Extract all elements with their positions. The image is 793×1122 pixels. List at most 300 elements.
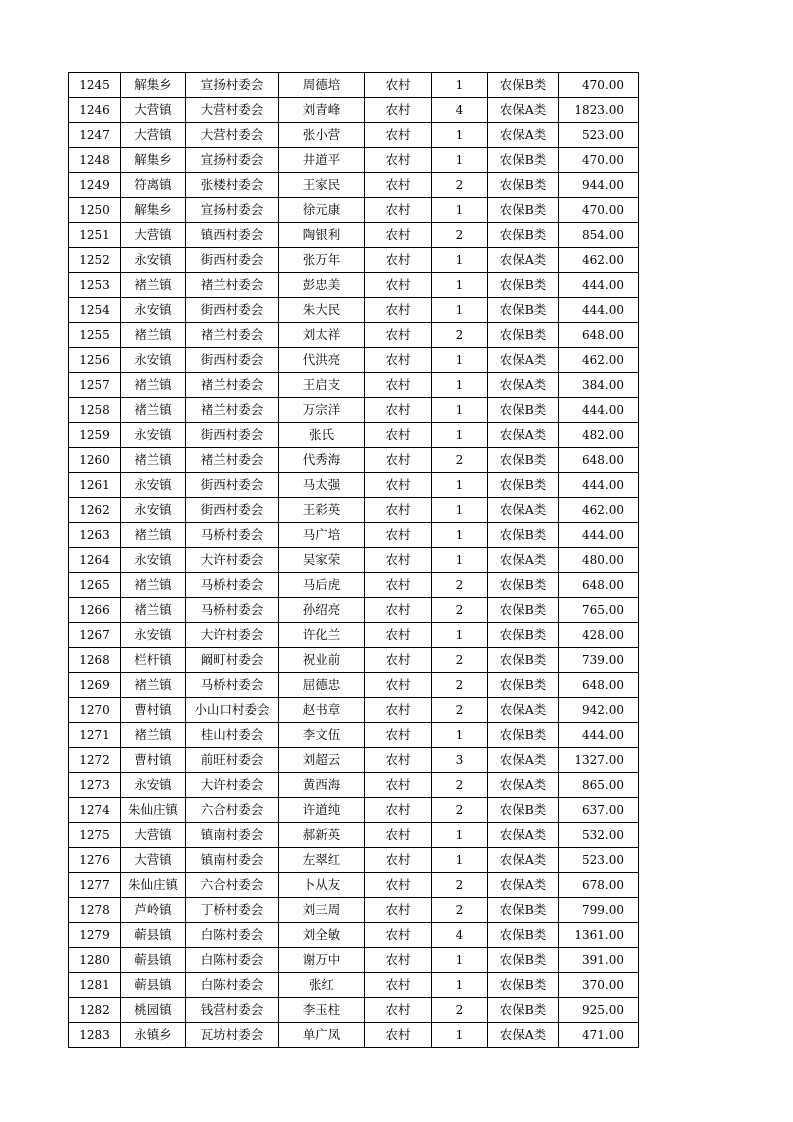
serial-number-cell: 1254 bbox=[69, 298, 121, 323]
household-size-cell: 1 bbox=[432, 423, 488, 448]
household-size-cell: 1 bbox=[432, 73, 488, 98]
table-row bbox=[69, 373, 639, 398]
village-committee-cell: 前旺村委会 bbox=[186, 748, 279, 773]
village-committee-cell: 街西村委会 bbox=[186, 298, 279, 323]
insurance-category-cell: 农保A类 bbox=[488, 423, 559, 448]
serial-number-cell: 1247 bbox=[69, 123, 121, 148]
household-size-cell: 2 bbox=[432, 673, 488, 698]
town-cell: 永安镇 bbox=[121, 773, 186, 798]
insurance-category-cell: 农保B类 bbox=[488, 273, 559, 298]
insurance-category-cell: 农保A类 bbox=[488, 373, 559, 398]
table-row bbox=[69, 598, 639, 623]
village-committee-cell: 街西村委会 bbox=[186, 423, 279, 448]
serial-number-cell: 1269 bbox=[69, 673, 121, 698]
table-row bbox=[69, 898, 639, 923]
amount-cell: 925.00 bbox=[559, 998, 639, 1023]
household-type-cell: 农村 bbox=[365, 998, 432, 1023]
household-type-cell: 农村 bbox=[365, 648, 432, 673]
household-type-cell: 农村 bbox=[365, 73, 432, 98]
amount-cell: 480.00 bbox=[559, 548, 639, 573]
name-cell: 李玉柱 bbox=[279, 998, 365, 1023]
serial-number-cell: 1274 bbox=[69, 798, 121, 823]
village-committee-cell: 宣扬村委会 bbox=[186, 198, 279, 223]
insurance-category-cell: 农保B类 bbox=[488, 148, 559, 173]
table-row bbox=[69, 198, 639, 223]
town-cell: 褚兰镇 bbox=[121, 573, 186, 598]
amount-cell: 370.00 bbox=[559, 973, 639, 998]
town-cell: 褚兰镇 bbox=[121, 323, 186, 348]
table-row bbox=[69, 173, 639, 198]
table-row bbox=[69, 98, 639, 123]
name-cell: 许化兰 bbox=[279, 623, 365, 648]
insurance-category-cell: 农保B类 bbox=[488, 973, 559, 998]
table-row bbox=[69, 423, 639, 448]
insurance-category-cell: 农保B类 bbox=[488, 623, 559, 648]
name-cell: 祝业前 bbox=[279, 648, 365, 673]
insurance-category-cell: 农保B类 bbox=[488, 198, 559, 223]
village-committee-cell: 大许村委会 bbox=[186, 773, 279, 798]
town-cell: 桃园镇 bbox=[121, 998, 186, 1023]
name-cell: 刘全敏 bbox=[279, 923, 365, 948]
town-cell: 曹村镇 bbox=[121, 698, 186, 723]
household-type-cell: 农村 bbox=[365, 373, 432, 398]
table-row bbox=[69, 698, 639, 723]
serial-number-cell: 1282 bbox=[69, 998, 121, 1023]
name-cell: 谢万中 bbox=[279, 948, 365, 973]
household-type-cell: 农村 bbox=[365, 148, 432, 173]
household-type-cell: 农村 bbox=[365, 323, 432, 348]
name-cell: 井道平 bbox=[279, 148, 365, 173]
household-type-cell: 农村 bbox=[365, 223, 432, 248]
name-cell: 张万年 bbox=[279, 248, 365, 273]
name-cell: 李文伍 bbox=[279, 723, 365, 748]
amount-cell: 1823.00 bbox=[559, 98, 639, 123]
household-size-cell: 1 bbox=[432, 248, 488, 273]
household-size-cell: 2 bbox=[432, 648, 488, 673]
name-cell: 刘太祥 bbox=[279, 323, 365, 348]
household-type-cell: 农村 bbox=[365, 798, 432, 823]
town-cell: 蕲县镇 bbox=[121, 948, 186, 973]
insurance-category-cell: 农保A类 bbox=[488, 548, 559, 573]
household-type-cell: 农村 bbox=[365, 98, 432, 123]
amount-cell: 470.00 bbox=[559, 148, 639, 173]
village-committee-cell: 马桥村委会 bbox=[186, 598, 279, 623]
village-committee-cell: 大营村委会 bbox=[186, 98, 279, 123]
name-cell: 陶银利 bbox=[279, 223, 365, 248]
village-committee-cell: 大许村委会 bbox=[186, 623, 279, 648]
table-row bbox=[69, 923, 639, 948]
serial-number-cell: 1283 bbox=[69, 1023, 121, 1048]
amount-cell: 799.00 bbox=[559, 898, 639, 923]
insurance-category-cell: 农保B类 bbox=[488, 73, 559, 98]
household-type-cell: 农村 bbox=[365, 748, 432, 773]
table-row bbox=[69, 123, 639, 148]
table-row bbox=[69, 73, 639, 98]
household-type-cell: 农村 bbox=[365, 698, 432, 723]
village-committee-cell: 街西村委会 bbox=[186, 248, 279, 273]
town-cell: 大营镇 bbox=[121, 123, 186, 148]
amount-cell: 444.00 bbox=[559, 473, 639, 498]
household-type-cell: 农村 bbox=[365, 498, 432, 523]
village-committee-cell: 张楼村委会 bbox=[186, 173, 279, 198]
table-row bbox=[69, 798, 639, 823]
town-cell: 褚兰镇 bbox=[121, 523, 186, 548]
table-row bbox=[69, 348, 639, 373]
amount-cell: 428.00 bbox=[559, 623, 639, 648]
table-row bbox=[69, 848, 639, 873]
household-type-cell: 农村 bbox=[365, 448, 432, 473]
village-committee-cell: 白陈村委会 bbox=[186, 973, 279, 998]
town-cell: 永安镇 bbox=[121, 623, 186, 648]
data-table bbox=[68, 72, 639, 1048]
serial-number-cell: 1258 bbox=[69, 398, 121, 423]
name-cell: 张氏 bbox=[279, 423, 365, 448]
town-cell: 朱仙庄镇 bbox=[121, 798, 186, 823]
table-row bbox=[69, 723, 639, 748]
household-type-cell: 农村 bbox=[365, 723, 432, 748]
household-size-cell: 1 bbox=[432, 948, 488, 973]
household-type-cell: 农村 bbox=[365, 573, 432, 598]
serial-number-cell: 1271 bbox=[69, 723, 121, 748]
serial-number-cell: 1275 bbox=[69, 823, 121, 848]
village-committee-cell: 宣扬村委会 bbox=[186, 73, 279, 98]
household-type-cell: 农村 bbox=[365, 948, 432, 973]
town-cell: 永安镇 bbox=[121, 298, 186, 323]
household-type-cell: 农村 bbox=[365, 198, 432, 223]
household-type-cell: 农村 bbox=[365, 548, 432, 573]
household-type-cell: 农村 bbox=[365, 173, 432, 198]
town-cell: 褚兰镇 bbox=[121, 448, 186, 473]
household-type-cell: 农村 bbox=[365, 873, 432, 898]
amount-cell: 470.00 bbox=[559, 73, 639, 98]
table-row bbox=[69, 773, 639, 798]
name-cell: 郝新英 bbox=[279, 823, 365, 848]
village-committee-cell: 镇南村委会 bbox=[186, 823, 279, 848]
serial-number-cell: 1264 bbox=[69, 548, 121, 573]
household-size-cell: 4 bbox=[432, 923, 488, 948]
serial-number-cell: 1248 bbox=[69, 148, 121, 173]
amount-cell: 444.00 bbox=[559, 298, 639, 323]
insurance-category-cell: 农保B类 bbox=[488, 573, 559, 598]
table-row bbox=[69, 473, 639, 498]
serial-number-cell: 1266 bbox=[69, 598, 121, 623]
amount-cell: 462.00 bbox=[559, 248, 639, 273]
insurance-category-cell: 农保A类 bbox=[488, 248, 559, 273]
household-size-cell: 1 bbox=[432, 548, 488, 573]
town-cell: 蕲县镇 bbox=[121, 973, 186, 998]
name-cell: 代秀海 bbox=[279, 448, 365, 473]
village-committee-cell: 宣扬村委会 bbox=[186, 148, 279, 173]
serial-number-cell: 1281 bbox=[69, 973, 121, 998]
household-size-cell: 1 bbox=[432, 848, 488, 873]
table-row bbox=[69, 248, 639, 273]
village-committee-cell: 褚兰村委会 bbox=[186, 323, 279, 348]
village-committee-cell: 丁桥村委会 bbox=[186, 898, 279, 923]
name-cell: 王彩英 bbox=[279, 498, 365, 523]
name-cell: 马太强 bbox=[279, 473, 365, 498]
name-cell: 刘超云 bbox=[279, 748, 365, 773]
amount-cell: 471.00 bbox=[559, 1023, 639, 1048]
town-cell: 永安镇 bbox=[121, 248, 186, 273]
insurance-category-cell: 农保A类 bbox=[488, 98, 559, 123]
serial-number-cell: 1279 bbox=[69, 923, 121, 948]
household-type-cell: 农村 bbox=[365, 423, 432, 448]
name-cell: 许道纯 bbox=[279, 798, 365, 823]
insurance-category-cell: 农保B类 bbox=[488, 223, 559, 248]
amount-cell: 523.00 bbox=[559, 123, 639, 148]
household-type-cell: 农村 bbox=[365, 973, 432, 998]
amount-cell: 1327.00 bbox=[559, 748, 639, 773]
table-row bbox=[69, 148, 639, 173]
serial-number-cell: 1278 bbox=[69, 898, 121, 923]
household-size-cell: 2 bbox=[432, 798, 488, 823]
village-committee-cell: 钱营村委会 bbox=[186, 998, 279, 1023]
name-cell: 刘青峰 bbox=[279, 98, 365, 123]
village-committee-cell: 街西村委会 bbox=[186, 498, 279, 523]
table-row bbox=[69, 673, 639, 698]
amount-cell: 648.00 bbox=[559, 323, 639, 348]
name-cell: 张小营 bbox=[279, 123, 365, 148]
name-cell: 吴家荣 bbox=[279, 548, 365, 573]
household-size-cell: 1 bbox=[432, 523, 488, 548]
serial-number-cell: 1272 bbox=[69, 748, 121, 773]
amount-cell: 678.00 bbox=[559, 873, 639, 898]
household-type-cell: 农村 bbox=[365, 673, 432, 698]
town-cell: 永安镇 bbox=[121, 348, 186, 373]
household-type-cell: 农村 bbox=[365, 623, 432, 648]
name-cell: 万宗洋 bbox=[279, 398, 365, 423]
household-size-cell: 2 bbox=[432, 998, 488, 1023]
serial-number-cell: 1251 bbox=[69, 223, 121, 248]
serial-number-cell: 1249 bbox=[69, 173, 121, 198]
amount-cell: 637.00 bbox=[559, 798, 639, 823]
name-cell: 马后虎 bbox=[279, 573, 365, 598]
serial-number-cell: 1259 bbox=[69, 423, 121, 448]
household-type-cell: 农村 bbox=[365, 848, 432, 873]
serial-number-cell: 1270 bbox=[69, 698, 121, 723]
table-row bbox=[69, 223, 639, 248]
insurance-category-cell: 农保B类 bbox=[488, 523, 559, 548]
insurance-category-cell: 农保B类 bbox=[488, 323, 559, 348]
village-committee-cell: 白陈村委会 bbox=[186, 948, 279, 973]
amount-cell: 944.00 bbox=[559, 173, 639, 198]
table-row bbox=[69, 748, 639, 773]
household-type-cell: 农村 bbox=[365, 523, 432, 548]
household-size-cell: 2 bbox=[432, 223, 488, 248]
household-size-cell: 1 bbox=[432, 148, 488, 173]
amount-cell: 444.00 bbox=[559, 723, 639, 748]
amount-cell: 444.00 bbox=[559, 523, 639, 548]
insurance-category-cell: 农保A类 bbox=[488, 348, 559, 373]
village-committee-cell: 六合村委会 bbox=[186, 873, 279, 898]
amount-cell: 444.00 bbox=[559, 273, 639, 298]
household-size-cell: 1 bbox=[432, 973, 488, 998]
name-cell: 刘三周 bbox=[279, 898, 365, 923]
serial-number-cell: 1273 bbox=[69, 773, 121, 798]
name-cell: 卜从友 bbox=[279, 873, 365, 898]
household-size-cell: 2 bbox=[432, 573, 488, 598]
village-committee-cell: 镇西村委会 bbox=[186, 223, 279, 248]
town-cell: 褚兰镇 bbox=[121, 673, 186, 698]
insurance-category-cell: 农保B类 bbox=[488, 598, 559, 623]
name-cell: 徐元康 bbox=[279, 198, 365, 223]
household-type-cell: 农村 bbox=[365, 273, 432, 298]
village-committee-cell: 马桥村委会 bbox=[186, 523, 279, 548]
serial-number-cell: 1255 bbox=[69, 323, 121, 348]
name-cell: 彭忠美 bbox=[279, 273, 365, 298]
serial-number-cell: 1260 bbox=[69, 448, 121, 473]
insurance-category-cell: 农保B类 bbox=[488, 948, 559, 973]
amount-cell: 444.00 bbox=[559, 398, 639, 423]
household-size-cell: 1 bbox=[432, 623, 488, 648]
serial-number-cell: 1263 bbox=[69, 523, 121, 548]
table-row bbox=[69, 548, 639, 573]
village-committee-cell: 街西村委会 bbox=[186, 348, 279, 373]
household-size-cell: 1 bbox=[432, 473, 488, 498]
name-cell: 周德培 bbox=[279, 73, 365, 98]
household-size-cell: 1 bbox=[432, 373, 488, 398]
name-cell: 赵书章 bbox=[279, 698, 365, 723]
amount-cell: 648.00 bbox=[559, 673, 639, 698]
household-size-cell: 1 bbox=[432, 298, 488, 323]
table-row bbox=[69, 648, 639, 673]
insurance-category-cell: 农保B类 bbox=[488, 723, 559, 748]
village-committee-cell: 褚兰村委会 bbox=[186, 373, 279, 398]
town-cell: 大营镇 bbox=[121, 848, 186, 873]
table-row bbox=[69, 823, 639, 848]
village-committee-cell: 六合村委会 bbox=[186, 798, 279, 823]
table-row bbox=[69, 948, 639, 973]
insurance-category-cell: 农保A类 bbox=[488, 773, 559, 798]
name-cell: 屈德忠 bbox=[279, 673, 365, 698]
household-type-cell: 农村 bbox=[365, 123, 432, 148]
insurance-category-cell: 农保A类 bbox=[488, 698, 559, 723]
name-cell: 孙绍亮 bbox=[279, 598, 365, 623]
household-size-cell: 2 bbox=[432, 898, 488, 923]
household-type-cell: 农村 bbox=[365, 773, 432, 798]
household-size-cell: 1 bbox=[432, 398, 488, 423]
town-cell: 大营镇 bbox=[121, 223, 186, 248]
town-cell: 解集乡 bbox=[121, 73, 186, 98]
name-cell: 代洪亮 bbox=[279, 348, 365, 373]
amount-cell: 865.00 bbox=[559, 773, 639, 798]
household-size-cell: 1 bbox=[432, 723, 488, 748]
serial-number-cell: 1280 bbox=[69, 948, 121, 973]
household-size-cell: 1 bbox=[432, 823, 488, 848]
town-cell: 曹村镇 bbox=[121, 748, 186, 773]
household-size-cell: 1 bbox=[432, 123, 488, 148]
name-cell: 王启支 bbox=[279, 373, 365, 398]
town-cell: 永安镇 bbox=[121, 498, 186, 523]
household-type-cell: 农村 bbox=[365, 298, 432, 323]
village-committee-cell: 马桥村委会 bbox=[186, 573, 279, 598]
town-cell: 永安镇 bbox=[121, 473, 186, 498]
village-committee-cell: 大营村委会 bbox=[186, 123, 279, 148]
household-type-cell: 农村 bbox=[365, 1023, 432, 1048]
serial-number-cell: 1245 bbox=[69, 73, 121, 98]
household-size-cell: 1 bbox=[432, 498, 488, 523]
insurance-category-cell: 农保B类 bbox=[488, 998, 559, 1023]
serial-number-cell: 1267 bbox=[69, 623, 121, 648]
insurance-category-cell: 农保A类 bbox=[488, 1023, 559, 1048]
town-cell: 符离镇 bbox=[121, 173, 186, 198]
amount-cell: 384.00 bbox=[559, 373, 639, 398]
household-type-cell: 农村 bbox=[365, 823, 432, 848]
household-type-cell: 农村 bbox=[365, 348, 432, 373]
name-cell: 左翠红 bbox=[279, 848, 365, 873]
household-type-cell: 农村 bbox=[365, 248, 432, 273]
town-cell: 永镇乡 bbox=[121, 1023, 186, 1048]
insurance-category-cell: 农保B类 bbox=[488, 398, 559, 423]
household-size-cell: 2 bbox=[432, 873, 488, 898]
amount-cell: 648.00 bbox=[559, 573, 639, 598]
village-committee-cell: 大许村委会 bbox=[186, 548, 279, 573]
serial-number-cell: 1253 bbox=[69, 273, 121, 298]
serial-number-cell: 1265 bbox=[69, 573, 121, 598]
table-row bbox=[69, 298, 639, 323]
amount-cell: 470.00 bbox=[559, 198, 639, 223]
village-committee-cell: 小山口村委会 bbox=[186, 698, 279, 723]
town-cell: 永安镇 bbox=[121, 548, 186, 573]
household-type-cell: 农村 bbox=[365, 473, 432, 498]
serial-number-cell: 1276 bbox=[69, 848, 121, 873]
household-size-cell: 4 bbox=[432, 98, 488, 123]
household-type-cell: 农村 bbox=[365, 923, 432, 948]
village-committee-cell: 桂山村委会 bbox=[186, 723, 279, 748]
household-size-cell: 1 bbox=[432, 198, 488, 223]
name-cell: 张红 bbox=[279, 973, 365, 998]
insurance-category-cell: 农保A类 bbox=[488, 123, 559, 148]
town-cell: 褚兰镇 bbox=[121, 598, 186, 623]
town-cell: 栏杆镇 bbox=[121, 648, 186, 673]
village-committee-cell: 阚町村委会 bbox=[186, 648, 279, 673]
amount-cell: 854.00 bbox=[559, 223, 639, 248]
household-size-cell: 2 bbox=[432, 598, 488, 623]
insurance-category-cell: 农保B类 bbox=[488, 798, 559, 823]
table-row bbox=[69, 498, 639, 523]
serial-number-cell: 1277 bbox=[69, 873, 121, 898]
amount-cell: 648.00 bbox=[559, 448, 639, 473]
village-committee-cell: 瓦坊村委会 bbox=[186, 1023, 279, 1048]
town-cell: 大营镇 bbox=[121, 823, 186, 848]
amount-cell: 482.00 bbox=[559, 423, 639, 448]
household-type-cell: 农村 bbox=[365, 398, 432, 423]
name-cell: 黄西海 bbox=[279, 773, 365, 798]
amount-cell: 1361.00 bbox=[559, 923, 639, 948]
table-row bbox=[69, 523, 639, 548]
serial-number-cell: 1261 bbox=[69, 473, 121, 498]
household-size-cell: 1 bbox=[432, 1023, 488, 1048]
insurance-category-cell: 农保A类 bbox=[488, 873, 559, 898]
serial-number-cell: 1256 bbox=[69, 348, 121, 373]
insurance-category-cell: 农保B类 bbox=[488, 923, 559, 948]
serial-number-cell: 1257 bbox=[69, 373, 121, 398]
village-committee-cell: 马桥村委会 bbox=[186, 673, 279, 698]
household-size-cell: 2 bbox=[432, 323, 488, 348]
household-size-cell: 3 bbox=[432, 748, 488, 773]
household-size-cell: 2 bbox=[432, 448, 488, 473]
village-committee-cell: 镇南村委会 bbox=[186, 848, 279, 873]
household-size-cell: 1 bbox=[432, 348, 488, 373]
insurance-category-cell: 农保B类 bbox=[488, 898, 559, 923]
name-cell: 朱大民 bbox=[279, 298, 365, 323]
table-row bbox=[69, 398, 639, 423]
town-cell: 褚兰镇 bbox=[121, 723, 186, 748]
amount-cell: 942.00 bbox=[559, 698, 639, 723]
table-row bbox=[69, 1023, 639, 1048]
household-size-cell: 2 bbox=[432, 173, 488, 198]
household-size-cell: 1 bbox=[432, 273, 488, 298]
